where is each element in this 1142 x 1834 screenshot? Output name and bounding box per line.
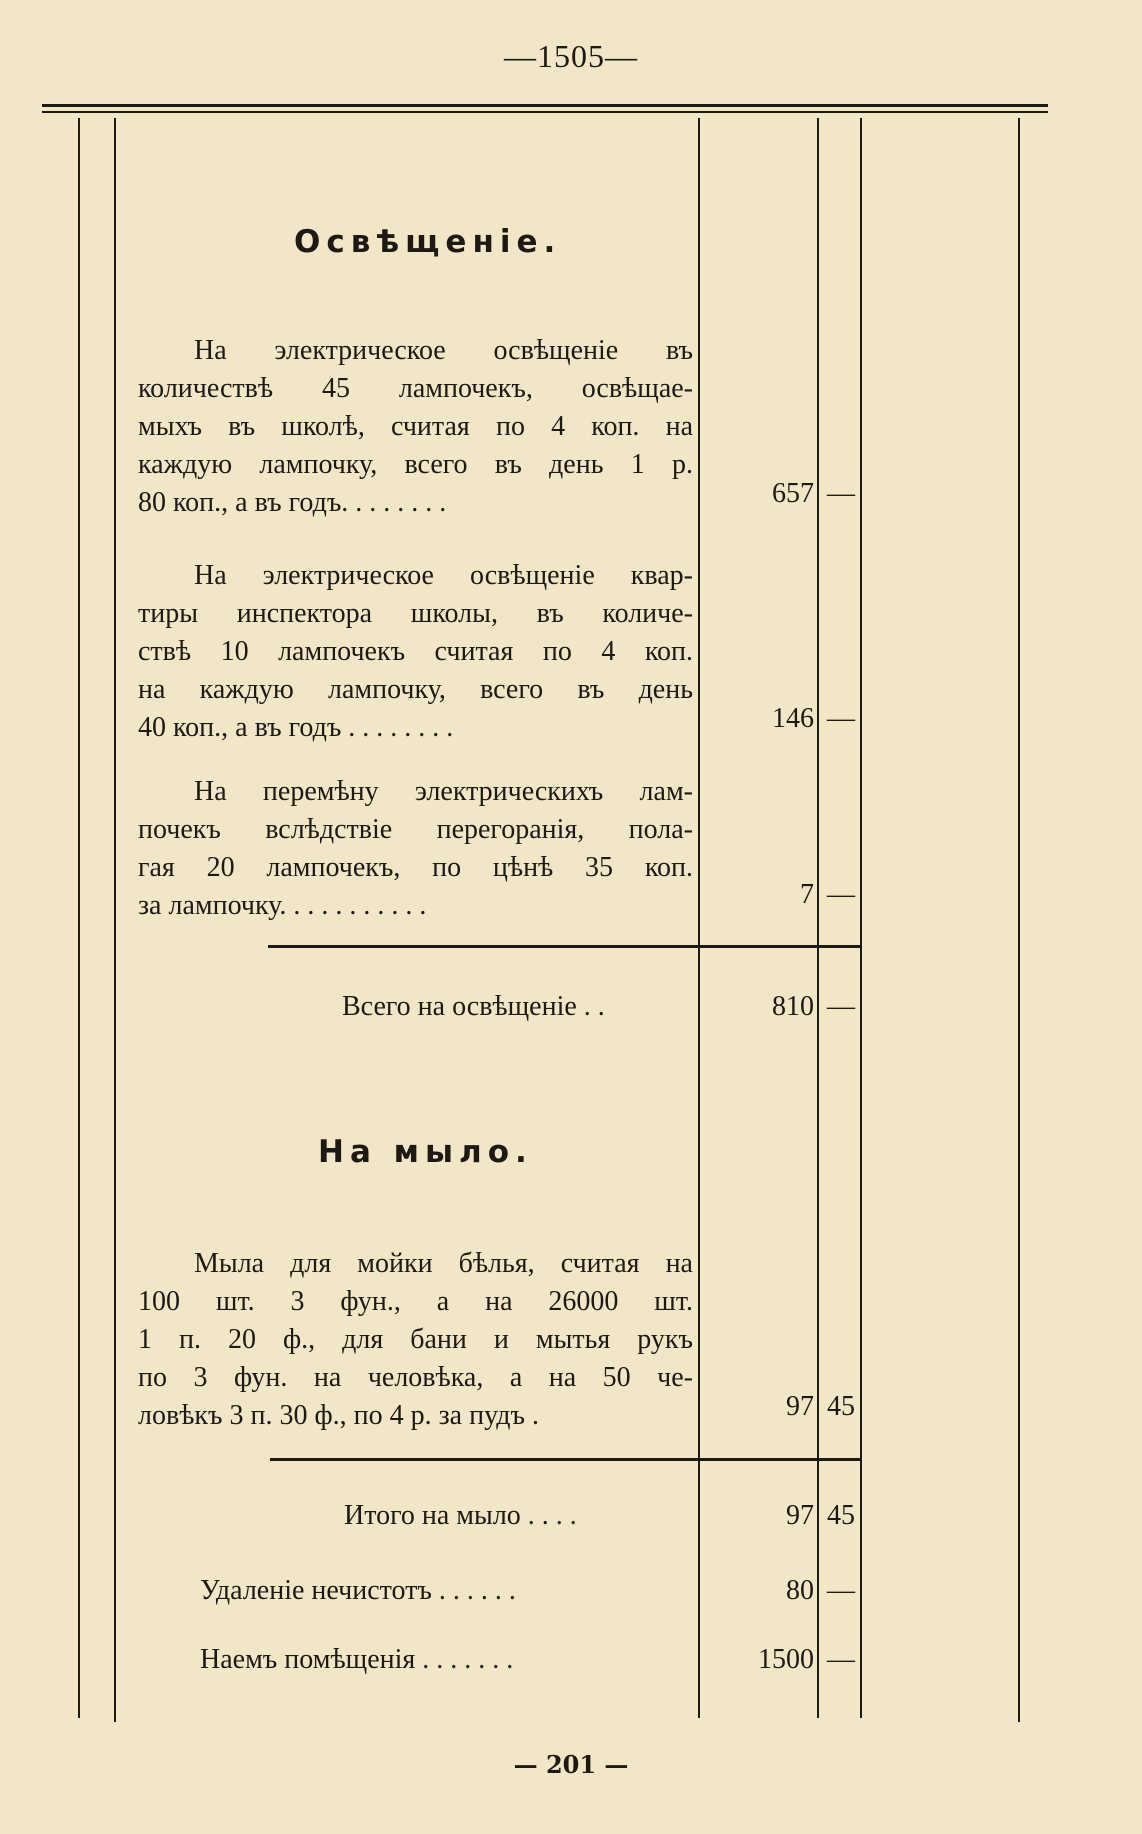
subtotal-rule [268,945,860,948]
subtotal-rule [270,1458,860,1461]
amount-kop: 45 [827,1391,855,1422]
amount-rub: 7 [800,879,814,910]
text-line: почекъ вслѣдствіе перегоранія, пола- [138,814,693,845]
text-line: ловѣкъ 3 п. 30 ф., по 4 р. за пудъ . [138,1400,540,1431]
amount-kop: — [827,703,855,734]
soap-item-1 [138,1245,693,1435]
text-line: тиры инспектора школы, въ количе- [138,598,693,629]
amount-kop: — [827,478,855,509]
amount-rub: 146 [772,703,814,734]
amount-rub: 1500 [758,1644,814,1675]
text-line: по 3 фун. на человѣка, а на 50 че- [138,1362,693,1393]
table-border-inner-left [114,118,116,1722]
text-line: 40 коп., а въ годъ . . . . . . . . [138,712,454,743]
column-divider-text [698,118,700,1718]
lighting-item-2 [138,557,693,747]
total-label-lighting: Всего на освѣщеніе . . [342,991,605,1022]
text-line: на каждую лампочку, всего въ день [138,674,693,705]
table-border-left [78,118,80,1718]
text-line: Мыла для мойки бѣлья, считая на [194,1248,693,1279]
column-divider-rub [817,118,819,1718]
text-line: гая 20 лампочекъ, по цѣнѣ 35 коп. [138,852,693,883]
amount-kop: — [827,1575,855,1606]
total-kop: 45 [827,1500,855,1531]
text-line: На электрическое освѣщеніе квар- [194,560,693,591]
total-kop: — [827,991,855,1022]
lighting-item-1 [138,332,693,522]
item-label-waste-removal: Удаленіе нечистотъ . . . . . . [200,1575,516,1606]
page-number: —1505— [504,38,638,74]
text-line: 80 коп., а въ годъ. . . . . . . . [138,487,447,518]
top-rule [42,104,1048,107]
lighting-item-3 [138,773,693,925]
amount-kop: — [827,879,855,910]
text-line: мыхъ въ школѣ, считая по 4 коп. на [138,411,693,442]
section-title-soap: На мыло. [318,1134,533,1170]
amount-kop: — [827,1644,855,1675]
text-line: ствѣ 10 лампочекъ считая по 4 коп. [138,636,693,667]
section-title-lighting: Освѣщеніе. [294,224,562,260]
amount-rub: 80 [786,1575,814,1606]
text-line: На перемѣну электрическихъ лам- [194,776,693,807]
text-line: за лампочку. . . . . . . . . . . [138,890,427,921]
text-line: количествѣ 45 лампочекъ, освѣщае- [138,373,693,404]
text-line: 100 шт. 3 фун., а на 26000 шт. [138,1286,693,1317]
sheet-number: — 201 — [513,1750,629,1779]
item-label-premises-rent: Наемъ помѣщенія . . . . . . . [200,1644,514,1675]
total-rub: 810 [772,991,814,1022]
text-line: 1 п. 20 ф., для бани и мытья рукъ [138,1324,693,1355]
text-line: На электрическое освѣщеніе въ [194,335,693,366]
total-label-soap: Итого на мыло . . . . [344,1500,577,1531]
top-rule-thin [42,111,1048,113]
amount-rub: 97 [786,1391,814,1422]
amount-rub: 657 [772,478,814,509]
total-rub: 97 [786,1500,814,1531]
column-divider-kop [860,118,862,1718]
table-border-right [1018,118,1020,1722]
text-line: каждую лампочку, всего въ день 1 р. [138,449,693,480]
